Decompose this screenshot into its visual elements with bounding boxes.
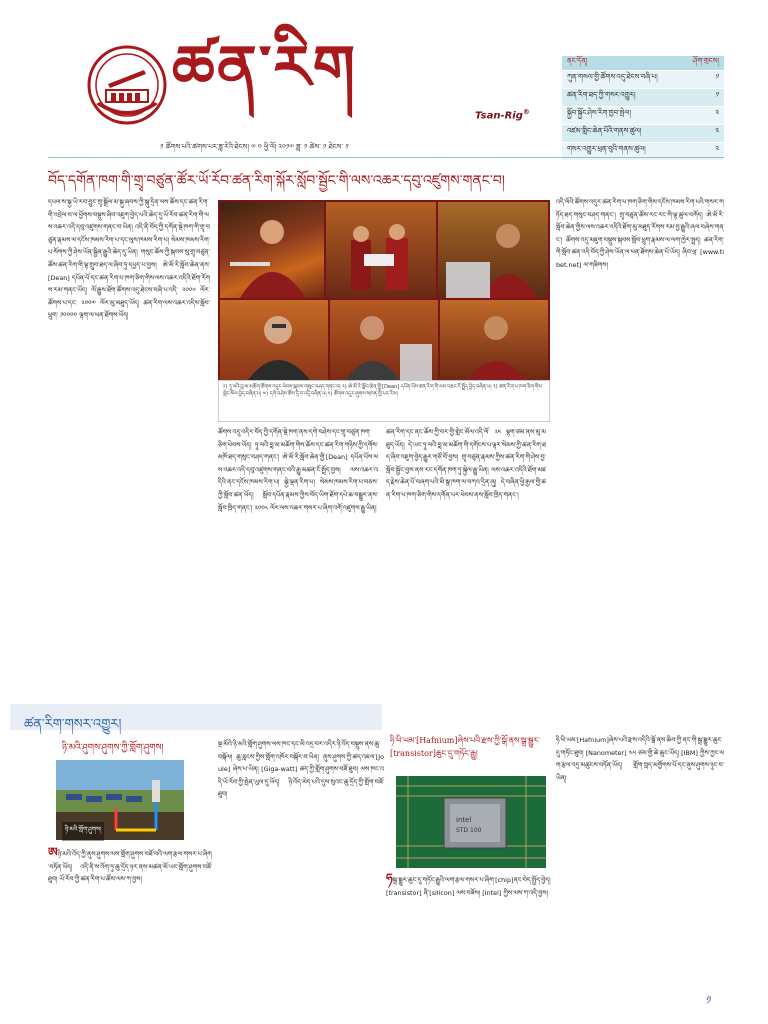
contents-header-left: ནང་དོན།: [567, 56, 588, 65]
article-column-2: ཚོགས་འདུ་འདིར་བོད་ཀྱི་དགོན་སྡེ་ཁག་ནས་དགེ་བཤེས་དང་གྲྭ་བཙུན་ཁག་ཅིག་ཕེབས་ཡོད། ཏཱ་ལའི་བླ་མ་མཆོག་གིས་ཆོས་དང་ཚན་རིག་གཉིས་ཀྱི་དགོས་མཁོ་ཐད་གསུང་བཤད་གནང་། ཨེ་མོ་རི་སློབ་ཆེན་གྱི་[Dean] དཔོན་པོས་ལས་འཆར་འདི་དབུ་འཛུགས་གནང་བའི་རྒྱུ་མཚན་ངོ་སྤྲོད་བྱས། ལས་འཆར་འདིའི་ནང་དངོས་ཁམས་རིག་པ། སྐྱེ་ལྡན་རིག་པ། སེམས་ཁམས་རིག་པ་བཅས་ཀྱི་སློབ་ཚན་ཡོད། སློབ་དཔོན་རྣམས་ཀྱིས་བོད་ཡིག་ཐོག་དཔེ་ཆ་བསྒྱུར་ནས་སློབ་ཁྲིད་གནང་། ༢༠༠༨ ལོར་ལས་འཆར་གསར་པ་ཞིག་འགོ་འཛུགས་རྒྱུ་ཡིན།: [218, 428, 378, 512]
contents-row-page: ༢: [715, 145, 719, 153]
dropcap: ཨ: [48, 846, 58, 859]
society-logo-icon: [86, 44, 168, 126]
contents-row-label: འཛམ་གླིང་ཆེན་པོའི་གནས་ཚུལ།: [567, 127, 642, 135]
lead-headline: བོད་དགོན་ཁག་གི་གྲྭ་བཙུན་ཚོར་ཡོ་རོབ་ཚན་རིག་སྐོར་སློབ་སྦྱོང་གི་ལས་འཆར་དབུ་འཛུགས་གནང་བ།: [48, 173, 505, 189]
photo-monk-podium: [438, 202, 548, 298]
masthead-latin-name: Tsan-Rig®: [475, 108, 530, 122]
contents-row-page: ༡: [715, 73, 719, 81]
contents-row-page: ༢: [715, 109, 719, 117]
contents-row[interactable]: [562, 89, 724, 107]
contents-row-label: ཚན་རིག་ཐད་ཀྱི་གསར་འགྱུར།: [567, 91, 636, 99]
article-column-1: དཔལ་ས་སྐྱ་ཡི་རབ་བྱུང་གྲྭ་སྒྲོལ་མ་སྐུ་ཞབས་ཀྱི་སྐུ་དྲིན་ལས་ཆོས་དང་ཚན་རིག་གི་འབྲེལ་བ་ལ་ཕྱོགས་བསྡུས་ཞིབ་འཇུག་བྱེད་པའི་ཆེད་དུ་ཡོ་རོབ་ཚན་རིག་གི་ལས་འཆར་འདི་དབུ་འཛུགས་གནང་བ་ཡིན། འདི་ནི་བོད་ཀྱི་དགོན་སྡེ་ཁག་གི་གྲྭ་བཙུན་རྣམས་ལ་དངོས་ཁམས་རིག་པ་དང་ལུས་ཁམས་རིག་པ། སེམས་ཁམས་རིག་པ་སོགས་ཀྱི་ཤེས་ཡོན་སྦྱིན་རྒྱུའི་ཆེད་དུ་ཡིན། གསུང་ཆོས་ཀྱི་སྐབས་སུ་གྲྭ་བཙུན་ཚོས་ཚན་རིག་གི་ལྟ་གྲུབ་ཐད་ལ་ཞིབ་ཏུ་དཔྱད་པ་བྱས། ཨེ་མོ་རི་སློབ་ཆེན་ནས་[Dean] དཔོན་པོ་དང་ཚན་རིག་པ་ཁག་ཅིག་གིས་ལས་འཆར་འདིའི་ཐོག་རོགས་རམ་གནང་ཡོད། ལོ་རྒྱུས་ཐོག་ཚོགས་འདུ་ཐེངས་བཞི་པ་འདི་ ༢༠༠༦ ལོར་ཚོགས་པ་དང་ ༢༠༠༧ ལོར་མུ་མཐུད་ཡོད། ཚན་རིག་ལས་འཆར་འདིས་སློབ་ཕྲུག་ ༡༠༠༠༠ ལྷག་ལ་ཕན་ཐོགས་ཡོད།: [48, 198, 210, 320]
photo-scientist: [330, 300, 438, 380]
article-column-3: ཚན་རིག་དང་ནང་ཆོས་ཀྱི་བར་གྱི་གླེང་མོལ་འདི་ལོ་ ༢༥ ལྷག་ཙམ་ནས་མུ་མཐུད་ཡོད། དེ་ཡང་ཏཱ་ལའི་བླ་མ་མཆོག་གི་དགོངས་པ་ལྟར་སེམས་ཀྱི་ཚན་རིག་ཐད་ཞིབ་འཇུག་བྱེད་རྒྱུར་གཙོ་བོ་བྱས། གྲྭ་བཙུན་རྣམས་ཀྱིས་ཚན་རིག་གི་ཤེས་བྱ་སློབ་སྦྱོང་བྱས་ནས་རང་དགོན་ཁག་ཏུ་སྐྱེལ་རྒྱུ་ཡིན། ལས་འཆར་འདིའི་ཐོག་མཛད་རྗེས་ཆེན་པོ་བཞག་པའི་མི་སྣ་ཁག་ལ་བཀའ་དྲིན་ཞུ། དེ་བཞིན་ཕྱི་རྒྱལ་གྱི་ཚན་རིག་པ་ཁག་ཅིག་གིས་དགོན་པར་ཕེབས་ནས་སློབ་ཁྲིད་གནང་།: [386, 428, 546, 499]
photo-geshe: [440, 300, 548, 380]
contents-row-label: ཀུན་གསལ་གྱི་ཚོགས་འདུ་ཐེངས་བཞི་པ།: [567, 73, 658, 81]
hafnium-subheading: ཧི་ཕི་ཡམ་[Hafnium]ཞེས་པའི་རྫས་ཀྱི་སྒོ་ནས་སྒྲ་སྒྱུར་[transistor]ཆུང་དུ་གཏོང་རྒྱུ།: [390, 736, 541, 758]
dropcap: ཧ: [386, 872, 393, 885]
hafnium-article-text: ཧསྒྲ་སྒྱུར་ཆུང་དུ་གཏོང་རྒྱུའི་ལག་རྩལ་གསར་པ་ཞིག་[chip]ནང་བེད་སྤྱོད་བྱེད། [transistor] ནི་[silicon] ལས་བཟོས། [Intel] ཀྱིས་ལས་ཀ་འདི་བྱས།: [386, 872, 551, 897]
solar-article-text: ཨཉི་མའི་འོད་ཀྱི་ནུས་ཤུགས་ལས་གློག་ཤུགས་བཟོ་བའི་ལག་རྩལ་གསར་པ་ཞིག་བཏོན་ཡོད། འདི་ནི་ས་འོག་ཏུ་ཆུ་དྲོད་ཉར་ནས་མཚན་མོ་ཡང་གློག་ཤུགས་བཟོ་ཐུབ། ཡོ་རོབ་ཀྱི་ཚན་རིག་པ་ཚོས་ལས་ཀ་བྱས།: [48, 846, 212, 884]
solar-image-label: ཉི་མའི་གློག་ཤུགས།: [62, 822, 104, 841]
photo-dean: [220, 300, 328, 380]
photo-ceremony: [326, 202, 436, 298]
contents-row-page: ༡: [715, 91, 719, 99]
contents-row-label: སྐྱོབ་སྐྱོང་ཤེས་རིག་ཁྱབ་སྤེལ།: [567, 109, 631, 117]
section-title: ཚན་རིག་གསར་འགྱུར།: [24, 717, 122, 732]
svg-text:intel: intel: [456, 816, 472, 824]
contents-row-label: གསར་འགྱུར་ཕྲན་བུའི་གནས་ཚུལ།: [567, 145, 646, 153]
solar-subheading: ཉི་མའི་ཤུགས་ཤུགས་ཀྱི་གློག་ཤུགས།: [62, 743, 164, 753]
contents-row[interactable]: [562, 125, 724, 143]
contents-rows: [562, 71, 724, 161]
masthead-divider: [48, 157, 724, 158]
masthead-title: ཚན་རིག: [172, 33, 357, 103]
issue-line: ༡ ཚོགས་པའི་ཚགས་པར་ཟླ་རེའི་ཐེངས། ༧ ༠ ཕྱི་ལོ། ༢༠༡༧ ཟླ་ ༡ ཚེས་ ༡ ཐེངས་ ༡: [160, 143, 349, 151]
transistor-chip-image: [396, 776, 546, 868]
solar-article-continued: སྔ་མོའི་ཉི་མའི་གློག་ཤུགས་ལས་ཁང་དང་མི་འདྲ་བར་འདིར་ཉི་འོད་བསྡུས་ནས་ཆུ་བསྐོལ། ཆུ་རླངས་ཀྱིས་གློག་འཁོར་བསྐོར་བ་ཡིན། ནུས་ཤུགས་ཀྱི་ཚད་འཇལ་[Joule] ཞེས་པ་ཡིན། [Giga-watt] ཚད་ཀྱི་གློག་ཤུགས་བཟོ་ཐུབ། ལས་ཁང་འདི་ཡོ་རོབ་ཀྱི་སྤེན་ཡུལ་དུ་ཡོད། ཉི་འོད་མེད་པའི་དུས་སུའང་ཆུ་དྲོད་ཀྱི་གློག་བཟོ་ཐུབ།: [218, 740, 384, 799]
contents-header: [562, 56, 724, 71]
contents-row[interactable]: [562, 71, 724, 89]
svg-text:STD 100: STD 100: [456, 827, 482, 834]
contents-row[interactable]: [562, 107, 724, 125]
contents-header-right: ཤོག་གྲངས།: [692, 56, 719, 65]
contents-row-page: ༢: [715, 127, 719, 135]
hafnium-article-continued: ཧི་ཕི་ཡམ་[Hafnium]ཞེས་པའི་རྫས་འདིའི་སྒོ་ནས་ཆིབ་ཀྱི་ནང་གི་སྒྲ་སྒྱུར་ཆུང་དུ་གཏོང་ཐུབ། [Nanometer] ༤༥ ཙམ་གྱི་ཆེ་ཆུང་ཡོད། [IBM] ཀྱིས་ཀྱང་ལག་རྩལ་འདྲ་མཚུངས་བཏོན་ཡོད། གློག་ཀླད་མགྱོགས་པོ་དང་ནུས་ཤུགས་ཉུང་བ་ཡིན།: [556, 736, 724, 782]
contents-row[interactable]: [562, 143, 724, 161]
page-number: ༡: [706, 994, 712, 1007]
article-column-4: འདི་ལོའི་ཚོགས་འདུར་ཚན་རིག་པ་ཁག་ཅིག་གིས་དངོས་ཁམས་རིག་པའི་གསར་གཏོད་ཐད་གསུང་བཤད་གནང་། གྲྭ་བཙུན་ཚོས་རང་རང་གི་ལྟ་ཚུལ་བཀོད། ཨེ་མོ་རི་སློབ་ཆེན་གྱིས་ལས་འཆར་འདིའི་ཐོག་མུ་མཐུད་རོགས་རམ་བྱ་རྒྱུའི་ཞལ་བཞེས་གནང་། ཚོགས་འདུ་མཇུག་བསྡུས་སྐབས་སློབ་ཕྲུག་རྣམས་ལ་ལག་ཁྱེར་སྤྲད། ཚན་རིག་གི་སློབ་ཚན་འདི་བོད་ཀྱི་ཤེས་ཡོན་ལ་ཕན་ཐོགས་ཆེན་པོ་ཡོད། ཞིབ་ཕྲ་ [www.tibet.net] ལ་གཟིགས།: [556, 198, 724, 269]
photo-caption: ༡) ཏཱ་ལའི་བླ་མ་མཆོག་ཚོགས་འདུར་ཕེབས་སྐབས་གསུང་བཤད་གནང་བ། ༢) ཨེ་མོ་རི་སློབ་ཆེན་གྱི་[Dean] དཔོན་པོས་ཚན་རིག་གི་ལས་འཆར་ངོ་སྤྲོད་བྱེད་བཞིན་པ། ༣) ཚན་རིག་པ་ཁག་ཅིག་གིས་གླེང་མོལ་བྱེད་བཞིན་པ། ༤) དགེ་བཤེས་ཚོས་དྲི་བ་འདྲི་བཞིན་པ། ༥) ཚོགས་འདུར་ཞུགས་མཁན་གྱི་པར་རིས།: [218, 380, 550, 422]
photo-speaker: [220, 202, 324, 298]
contents-table: [562, 56, 724, 161]
